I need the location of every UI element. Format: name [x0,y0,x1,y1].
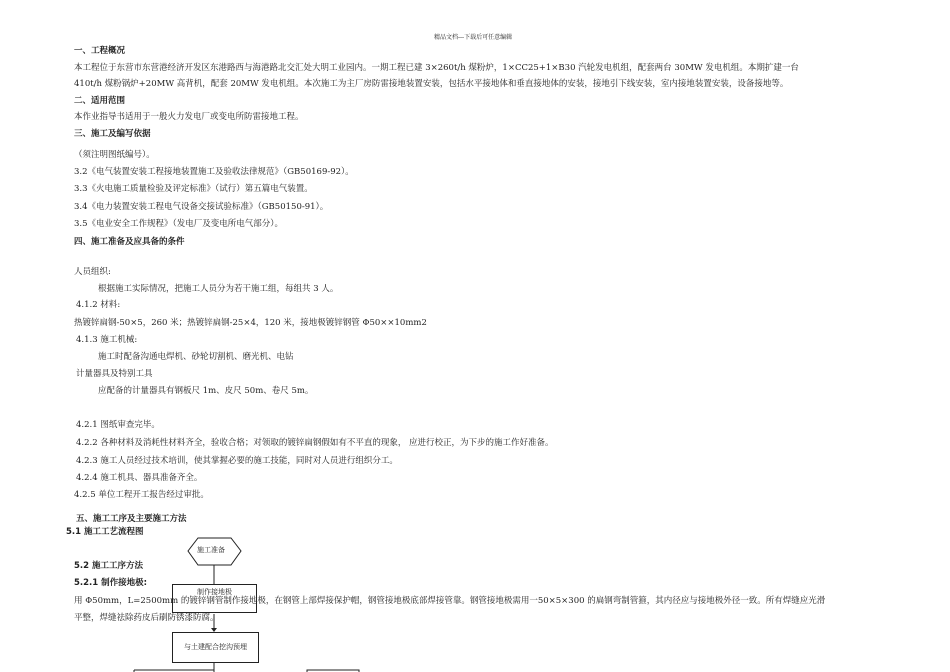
section-4-line-7: 计量器具及特别工具 [76,369,153,379]
section-3-line-5: 3.5《电业安全工作规程》（发电厂及变电所电气部分）。 [74,219,284,229]
section-1-paragraph-line-1: 本工程位于东营市东营港经济开发区东港路西与海港路北交汇处大明工业园内。一期工程已建 3×260t/h 煤粉炉，1×CC25+1×B30 汽轮发电机组，配套两台 30MW 发电机组。本期扩建一台 [74,63,799,73]
section-1-paragraph-line-2: 410t/h 煤粉锅炉+20MW 高背机，配套 20MW 发电机组。本次施工为主厂房防雷接地装置安装，包括水平接地体和垂直接地体的安装，接地引下线安装，室内接地装置安装，设备接地等。 [74,79,789,89]
header-note: 精品文档---下载后可任意编辑 [434,34,513,41]
section-4-line-10: 4.2.2 各种材料及消耗性材料齐全，验收合格；对领取的镀锌扁钢假如有不平直的现象， 应进行校正，为下步的施工作好准备。 [76,438,554,448]
section-4-line-8: 应配备的计量器具有钢板尺 1m、皮尺 50m、卷尺 5m。 [98,386,314,396]
section-1-title: 一、工程概况 [74,46,126,56]
section-4-line-6: 施工时配备沟通电焊机、砂轮切割机、磨光机、电钻 [98,352,294,362]
section-5-title: 五、施工工序及主要施工方法 [76,514,187,524]
section-3-line-1: （须注明图纸编号）。 [74,150,155,160]
section-5-2-1-title: 5.2.1 制作接地极: [74,578,148,588]
section-2-title: 二、适用范围 [74,96,126,106]
section-5-2-1-paragraph-line-2: 平整，焊缝祛除药皮后刷防锈漆防腐。 [74,613,219,623]
section-4-line-11: 4.2.3 施工人员经过技术培训，使其掌握必要的施工技能，同时对人员进行组织分工。 [76,456,398,466]
section-3-line-2: 3.2《电气装置安装工程接地装置施工及验收法律规范》（GB50169-92）。 [74,167,354,177]
section-5-2-title: 5.2 施工工序方法 [74,561,144,571]
section-3-title: 三、施工及编写依据 [74,129,151,139]
section-2-paragraph: 本作业指导书适用于一般火力发电厂或变电所防雷接地工程。 [74,112,304,122]
section-4-line-13: 4.2.5 单位工程开工报告经过审批。 [74,490,209,500]
section-4-line-4: 热镀锌扁钢-50×5，260 米；热镀锌扁钢-25×4，120 米，接地极镀锌钢管 Φ50××10mm2 [74,318,427,328]
section-4-line-12: 4.2.4 施工机具、器具准备齐全。 [76,473,203,483]
section-4-title: 四、施工准备及应具备的条件 [74,237,185,247]
section-3-line-4: 3.4《电力装置安装工程电气设备交接试验标准》（GB50150-91）。 [74,202,329,212]
section-3-line-3: 3.3《火电施工质量检验及评定标准》（试行）第五篇电气装置。 [74,184,313,194]
section-4-line-9: 4.2.1 图纸审查完毕。 [76,420,160,430]
section-4-line-2: 根据施工实际情况，把施工人员分为若干施工组，每组共 3 人。 [98,284,339,294]
flowchart-node-make-electrode: 制作接地极 [172,584,257,613]
section-4-line-3: 4.1.2 材料: [76,300,121,310]
section-5-2-1-paragraph-line-1: 用 Φ50mm，L=2500mm 的镀锌钢管制作接地极，在钢管上部焊接保护帽，钢管接地极底部焊接管靠。钢管接地极需用一50×5×300 的扁钢弯制管箍，其内径应与接地极外径一致。所有焊缝应光滑 [74,596,826,606]
flowchart-node-trench: 与土建配合挖沟预埋 [172,632,259,663]
section-4-line-5: 4.1.3 施工机械: [76,335,138,345]
section-5-1-title: 5.1 施工工艺流程图 [66,527,144,537]
flowchart-node-start: 施工准备 [197,546,225,554]
section-4-line-1: 人员组织: [74,267,111,277]
